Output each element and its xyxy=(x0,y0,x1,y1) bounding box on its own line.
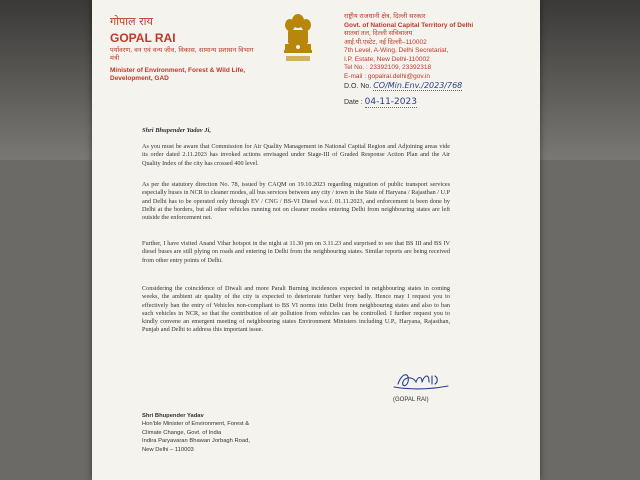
recipient-line: New Delhi – 110003 xyxy=(142,446,194,453)
secretariat-hindi: सातवां तल, दिल्ली सचिवालय xyxy=(344,30,413,37)
date-label: Date : xyxy=(344,99,363,106)
signatory-name: (GOPAL RAI) xyxy=(393,397,429,403)
recipient-line: Hon'ble Minister of Environment, Forest & xyxy=(142,421,250,428)
date-line xyxy=(344,97,417,107)
recipient-name: Shri Bhupender Yadav xyxy=(142,413,204,419)
minister-name: GOPAL RAI xyxy=(110,31,176,45)
paragraph: As you must be aware that Commission for Air Quality Management in National Capital Region and Adjoining areas vide its order dated 2.11.2023 has invoked actions envisaged under Stage-III of Graded Response Action Plan and the Air Quality Index of the city has crossed 400 level. xyxy=(142,143,450,167)
letterhead-address xyxy=(344,13,534,81)
telephone: Tel No. : 23392109, 23392318 xyxy=(344,64,432,71)
paragraph: Considering the coincidence of Diwali and more Parali Burning incidences expected in neighbouring states in coming weeks, the ambient air quality of the city is expected to deteriorate further very badly. Hence may I request you to effectively ban the entry of Vehicles non-compliant to BS VI norms into Delhi from neighbouring states and also to ban such vehicles in NCR, so that the contribution of air pollution from vehicles can be controlled. I further request you to kindly convene an emergent meeting of neighbouring states Environment Ministers including U.P., Haryana, Rajasthan, Punjab and Delhi to address this important issue. xyxy=(142,285,450,334)
salutation: Shri Bhupender Yadav Ji, xyxy=(142,127,211,134)
govt-name: Govt. of National Capital Territory of Delhi xyxy=(344,21,474,29)
email: E-mail : gopalrai.delhi@gov.in xyxy=(344,72,430,80)
dno-label: D.O. No. xyxy=(344,83,372,90)
minister-title-hindi: पर्यावरण, वन एवं वन्य जीव, विकास, सामान्य प्रशासन विभाग मंत्री xyxy=(110,46,254,62)
recipient-address xyxy=(142,412,322,454)
signature-icon xyxy=(392,368,454,392)
paragraph: As per the statutory direction No. 78, issued by CAQM on 19.10.2023 regarding migration of public transport services especially buses in NCR to cleaner modes, all bus services between any city / town in the State of Haryana / Rajasthan / U.P and Delhi has to be operated only through EV / CNG / BS-VI Diesel w.e.f. 01.11.2023, and enforcement is been done by Delhi at the borders, but all other vehicles running not on cleaner modes entering Delhi from neighbouring states are left outside the enforcement net. xyxy=(142,181,450,222)
recipient-line: Climate Change, Govt. of India xyxy=(142,429,222,436)
date-value: 04-11-2023 xyxy=(364,97,417,107)
minister-title: Minister of Environment, Forest & Wild Life, Development, GAD xyxy=(110,67,246,82)
dno-value: CO/Min.Env./2023/768 xyxy=(373,81,463,90)
address-hindi: आई.पी.एस्टेट, नई दिल्ली–110002 xyxy=(344,38,427,46)
dno-line xyxy=(344,81,462,90)
estate-address: I.P. Estate, New Delhi-110002 xyxy=(344,55,430,63)
paragraph: Further, I have visited Anand Vihar hotspot in the night at 11.30 pm on 3.11.23 and surprised to see that BS III and BS IV diesel buses are still plying on roads and entering in Delhi from the neighbouring states. Similar reports are being received from other entry points of Delhi. xyxy=(142,240,450,264)
govt-name-hindi: राष्ट्रीय राजधानी क्षेत्र, दिल्ली सरकार xyxy=(344,13,426,20)
minister-name-hindi: गोपाल राय xyxy=(110,15,153,28)
recipient-line: Indira Paryavaran Bhawan Jorbagh Road, xyxy=(142,438,250,445)
letter-page xyxy=(92,0,540,480)
state-emblem-icon xyxy=(280,12,316,64)
floor-address: 7th Level, A-Wing, Delhi Secretariat, xyxy=(344,47,449,54)
